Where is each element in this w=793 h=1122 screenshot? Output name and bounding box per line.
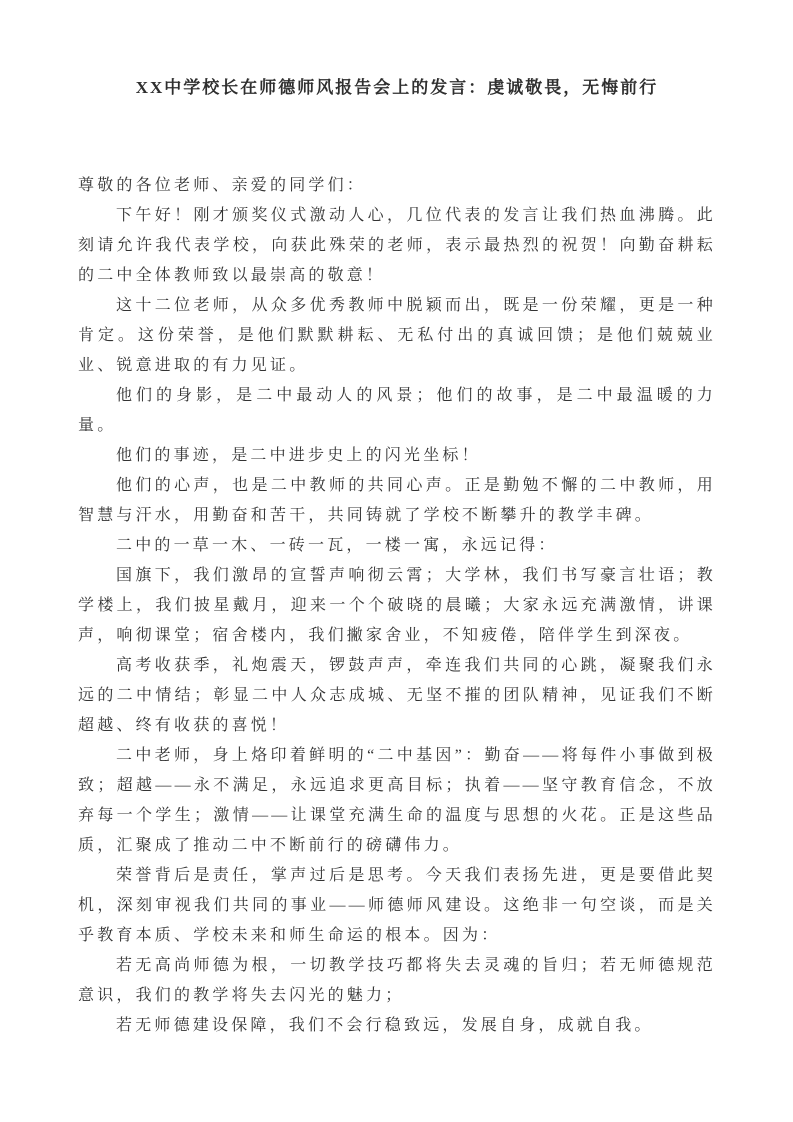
document-body (78, 171, 716, 1041)
paragraph: 他们的身影，是二中最动人的风景；他们的故事，是二中最温暖的力量。 (78, 387, 716, 434)
paragraph: 二中老师，身上烙印着鲜明的“二中基因”：勤奋——将每件小事做到极致；超越——永不满足，永远追求更高目标；执着——坚守教育信念，不放弃每一个学生；激情——让课堂充满生命的温度与思想的火花。正是这些品质，汇聚成了推动二中不断前行的磅礴伟力。 (78, 747, 716, 854)
paragraph: 尊敬的各位老师、亲爱的同学们： (78, 177, 367, 194)
paragraph: 这十二位老师，从众多优秀教师中脱颖而出，既是一份荣耀，更是一种肯定。这份荣誉，是他们默默耕耘、无私付出的真诚回馈；是他们兢兢业业、锐意进取的有力见证。 (78, 297, 716, 374)
paragraph: 他们的心声，也是二中教师的共同心声。正是勤勉不懈的二中教师，用智慧与汗水，用勤奋和苦干，共同铸就了学校不断攀升的教学丰碑。 (78, 477, 716, 524)
paragraph: 若无高尚师德为根，一切教学技巧都将失去灵魂的旨归；若无师德规范意识，我们的教学将失去闪光的魅力； (78, 957, 716, 1004)
paragraph: 高考收获季，礼炮震天，锣鼓声声，牵连我们共同的心跳，凝聚我们永远的二中情结；彰显二中人众志成城、无坚不摧的团队精神，见证我们不断超越、终有收获的喜悦！ (78, 657, 716, 734)
paragraph: 下午好！刚才颁奖仪式激动人心，几位代表的发言让我们热血沸腾。此刻请允许我代表学校，向获此殊荣的老师，表示最热烈的祝贺！向勤奋耕耘的二中全体教师致以最崇高的敬意！ (78, 207, 716, 284)
paragraph: 国旗下，我们激昂的宣誓声响彻云霄；大学林，我们书写豪言壮语；教学楼上，我们披星戴月，迎来一个个破晓的晨曦；大家永远充满激情，讲课声，响彻课堂；宿舍楼内，我们撇家舍业，不知疲倦，陪伴学生到深夜。 (78, 567, 716, 644)
paragraph: 二中的一草一木、一砖一瓦，一楼一寓，永远记得： (116, 537, 558, 554)
document-title: XX中学校长在师德师风报告会上的发言：虔诚敬畏，无悔前行 (135, 78, 659, 97)
paragraph: 他们的事迹，是二中进步史上的闪光坐标！ (116, 447, 481, 464)
paragraph: 荣誉背后是责任，掌声过后是思考。今天我们表扬先进，更是要借此契机，深刻审视我们共同的事业——师德师风建设。这绝非一句空谈，而是关乎教育本质、学校未来和师生命运的根本。因为： (78, 867, 716, 944)
paragraph: 若无师德建设保障，我们不会行稳致远，发展自身，成就自我。 (116, 1017, 654, 1034)
